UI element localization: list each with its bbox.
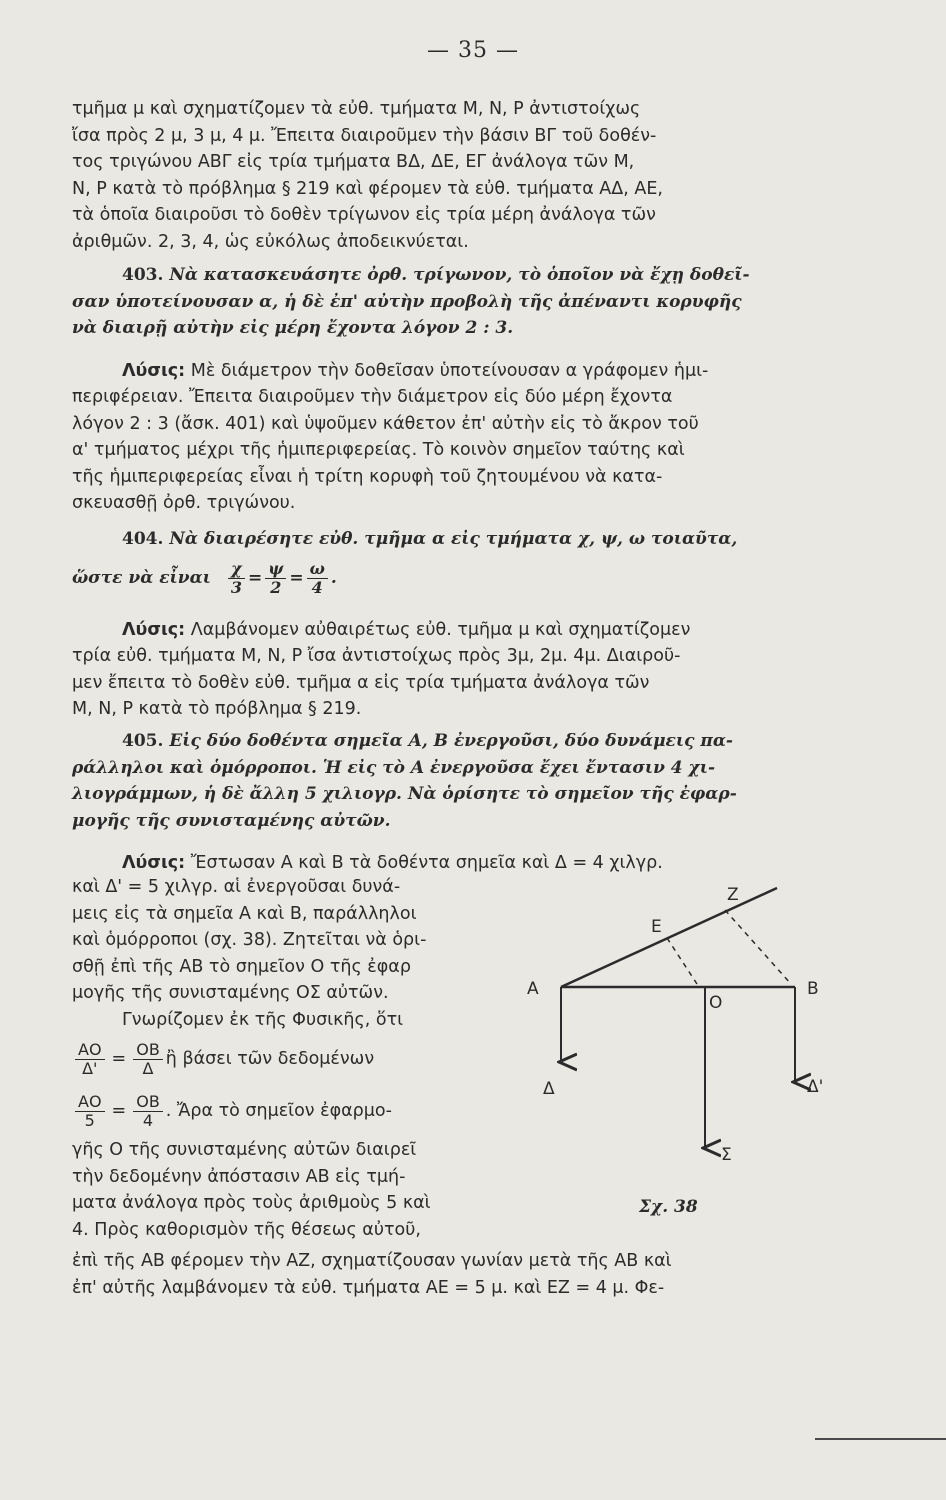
text-line: τμῆμα μ καὶ σχηματίζομεν τὰ εὐθ. τμήματα Μ, Ν, Ρ ἀντιστοίχως	[72, 99, 641, 119]
text-line: ἴσα πρὸς 2 μ, 3 μ, 4 μ. Ἔπειτα διαιροῦμεν τὴν βάσιν ΒΓ τοῦ δοθέν-	[72, 125, 657, 146]
problem-403	[72, 262, 842, 517]
solution-final	[72, 1248, 842, 1301]
solution-line: ματα ἀνάλογα πρὸς τοὺς ἀριθμοὺς 5 καὶ	[72, 1193, 431, 1213]
figure-caption: Σχ. 38	[639, 1197, 698, 1217]
solution-line: γῆς Ο τῆς συνισταμένης αὐτῶν διαιρεῖ	[72, 1140, 417, 1160]
solution-line: ἐπ' αὐτῆς λαμβάνομεν τὰ εὐθ. τμήματα ΑΕ = 5 μ. καὶ ΕΖ = 4 μ. Φε-	[72, 1277, 665, 1298]
fraction-ob-d: $\frac{OB}{\Delta}$	[133, 1041, 163, 1078]
text-line: τὰ ὁποῖα διαιροῦσι τὸ δοθὲν τρίγωνον εἰς τρία μέρη ἀνάλογα τῶν	[72, 205, 656, 225]
label-z: Z	[727, 885, 739, 905]
line-eo	[667, 938, 697, 984]
fraction-ob-4: $\frac{OB}{4}$	[133, 1093, 163, 1130]
solution-line: μεις εἰς τὰ σημεῖα Α καὶ Β, παράλληλοι	[72, 903, 417, 924]
solution-label: Λύσις:	[122, 853, 186, 873]
solution-label: Λύσις:	[122, 360, 186, 381]
solution-line: Λύσις: Λαμβάνομεν αὐθαιρέτως εὐθ. τμῆμα μ καὶ σχηματίζομεν	[122, 619, 691, 640]
text-line: τος τριγώνου ΑΒΓ εἰς τρία τμήματα ΒΔ, ΔΕ, ΕΓ ἀνάλογα τῶν Μ,	[72, 152, 635, 172]
fraction-ao-5: $\frac{AO}{5}$	[75, 1093, 105, 1130]
label-d2: Δ'	[807, 1077, 824, 1097]
solution-line: α' τμήματος μέχρι τῆς ἡμιπεριφερείας. Τὸ κοινὸν σημεῖον ταύτης καὶ	[72, 440, 685, 460]
solution-line: Μ, Ν, Ρ κατὰ τὸ πρόβλημα § 219.	[72, 699, 362, 719]
line-az	[561, 888, 777, 987]
solution-line: σθῇ ἐπὶ τῆς ΑΒ τὸ σημεῖον Ο τῆς ἐφαρ	[72, 956, 411, 977]
solution-line: μογῆς τῆς συνισταμένης ΟΣ αὐτῶν.	[72, 983, 389, 1003]
solution-line: Λύσις: Μὲ διάμετρον τὴν δοθεῖσαν ὑποτείνουσαν α γράφομεν ἡμι-	[122, 360, 709, 381]
label-a: A	[527, 979, 539, 999]
solution-line: τῆς ἡμιπεριφερείας εἶναι ἡ τρίτη κορυφὴ τοῦ ζητουμένου νὰ κατα-	[72, 466, 663, 487]
ratio-line-1: $\frac{AO}{\Delta'}$ = $\frac{OB}{\Delta}$ ἢ βάσει τῶν δεδομένων	[72, 1033, 512, 1085]
solution-line: τρία εὐθ. τμήματα Μ, Ν, Ρ ἴσα ἀντιστοίχως πρὸς 3μ, 2μ. 4μ. Διαιροῦ-	[72, 646, 681, 666]
problem-number: 403.	[122, 265, 164, 285]
solution-line: καὶ Δ' = 5 χιλγρ. αἱ ἐνεργοῦσαι δυνά-	[72, 877, 401, 897]
problem-statement-line: νὰ διαιρῇ αὐτὴν εἰς μέρη ἔχοντα λόγον 2 : 3.	[72, 318, 514, 338]
solution-line: μεν ἔπειτα τὸ δοθὲν εὐθ. τμῆμα α εἰς τρία τμήματα ἀνάλογα τῶν	[72, 672, 650, 693]
page-edge-mark	[815, 1438, 946, 1440]
problem-statement-line: μογῆς τῆς συνισταμένης αὐτῶν.	[72, 810, 391, 831]
problem-statement-line: 404. Νὰ διαιρέσητε εὐθ. τμῆμα α εἰς τμήματα χ, ψ, ω τοιαῦτα,	[122, 529, 738, 549]
text-line: Ν, Ρ κατὰ τὸ πρόβλημα § 219 καὶ φέρομεν τὰ εὐθ. τμήματα ΑΔ, ΑΕ,	[72, 178, 663, 199]
ratio-line-2: $\frac{AO}{5}$ = $\frac{OB}{4}$ . Ἄρα τὸ σημεῖον ἐφαρμο-	[72, 1085, 512, 1137]
problem-statement-line: ράλληλοι καὶ ὁμόρροποι. Ἡ εἰς τὸ Α ἐνεργοῦσα ἔχει ἔντασιν 4 χι-	[72, 757, 716, 778]
solution-line: περιφέρειαν. Ἔπειτα διαιροῦμεν τὴν διάμετρον εἰς δύο μέρη ἔχοντα	[72, 387, 673, 407]
problem-statement-line: σαν ὑποτείνουσαν α, ἡ δὲ ἐπ' αὐτὴν προβολὴ τῆς ἀπέναντι κορυφῆς	[72, 291, 742, 312]
problem-405	[72, 728, 842, 877]
text-line: ἀριθμῶν. 2, 3, 4, ὡς εὐκόλως ἀποδεικνύεται.	[72, 231, 469, 252]
solution-line: 4. Πρὸς καθορισμὸν τῆς θέσεως αὐτοῦ,	[72, 1219, 421, 1240]
solution-narrow-column	[72, 874, 512, 1243]
problem-404	[72, 526, 842, 723]
problem-statement-line: 405. Εἰς δύο δοθέντα σημεῖα Α, Β ἐνεργοῦσι, δύο δυνάμεις πα-	[122, 731, 733, 751]
line-zb	[725, 910, 791, 984]
fraction-psi: $\frac{\psi}{2}$	[265, 560, 286, 597]
problem-statement-line: 403. Νὰ κατασκευάσητε ὀρθ. τρίγωνον, τὸ ὁποῖον νὰ ἔχῃ δοθεῖ-	[122, 265, 750, 285]
problem-number: 404.	[122, 529, 164, 549]
solution-line: τὴν δεδομένην ἀπόστασιν ΑΒ εἰς τμή-	[72, 1166, 406, 1187]
fraction-x: $\frac{\chi}{3}$	[228, 560, 245, 597]
problem-statement-line: λιογράμμων, ἡ δὲ ἄλλη 5 χιλιογρ. Νὰ ὁρίσητε τὸ σημεῖον τῆς ἐφαρ-	[72, 784, 737, 804]
label-o: O	[709, 993, 723, 1013]
solution-line: ἐπὶ τῆς ΑΒ φέρομεν τὴν ΑΖ, σχηματίζουσαν γωνίαν μετὰ τῆς ΑΒ καὶ	[72, 1251, 672, 1271]
solution-line: σκευασθῇ ὀρθ. τριγώνου.	[72, 493, 296, 513]
solution-line: Γνωρίζομεν ἐκ τῆς Φυσικῆς, ὅτι	[122, 1009, 404, 1030]
solution-label: Λύσις:	[122, 619, 186, 640]
solution-line: καὶ ὁμόρροποι (σχ. 38). Ζητεῖται νὰ ὁρι-	[72, 930, 427, 950]
fraction-ao-d2: $\frac{AO}{\Delta'}$	[75, 1041, 105, 1078]
label-b: B	[807, 979, 819, 999]
intro-paragraph	[72, 96, 842, 255]
equation-line: ὥστε νὰ εἶναι $\frac{\chi}{3}$ = $\frac{\psi}{2}$ = $\frac{\omega}{4}$ .	[72, 559, 337, 597]
figure-38	[515, 870, 845, 1230]
label-d: Δ	[543, 1079, 555, 1099]
fraction-omega: $\frac{\omega}{4}$	[307, 560, 328, 597]
page-number: — 35 —	[427, 38, 519, 63]
label-s: Σ	[721, 1145, 732, 1165]
problem-number: 405.	[122, 731, 164, 751]
label-e: E	[651, 917, 662, 937]
solution-line: Λύσις: Ἔστωσαν Α καὶ Β τὰ δοθέντα σημεῖα καὶ Δ = 4 χιλγρ.	[122, 853, 663, 873]
solution-line: λόγον 2 : 3 (ἄσκ. 401) καὶ ὑψοῦμεν κάθετον ἐπ' αὐτὴν εἰς τὸ ἄκρον τοῦ	[72, 413, 699, 434]
